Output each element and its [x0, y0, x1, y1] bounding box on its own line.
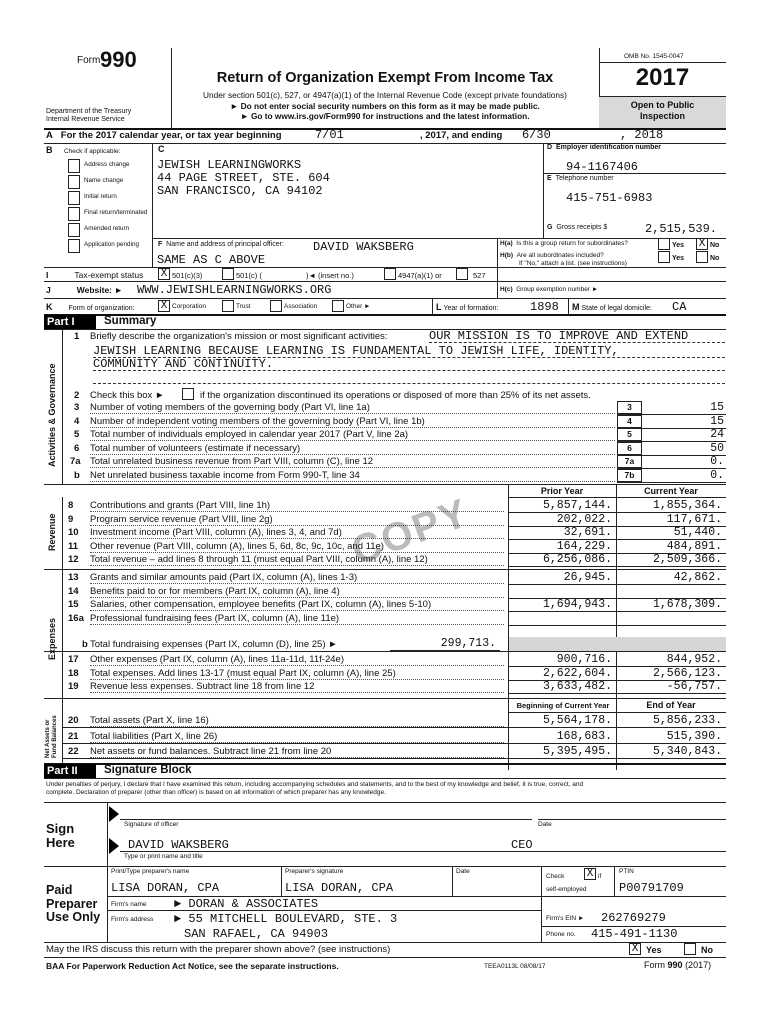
prep-name-label: Print/Type preparer's name [111, 868, 190, 875]
prior-year-value[interactable]: 202,022. [556, 512, 612, 526]
prior-year-value[interactable]: 5,564,178. [542, 714, 612, 727]
part1-label: Part I [44, 315, 96, 329]
ha-yes-checkbox[interactable] [658, 238, 670, 250]
type-name-label: Type or print name and title [124, 853, 203, 860]
section-hb: H(b) Are all subordinates included? [500, 252, 604, 259]
sig-officer-label: Signature of officer [124, 821, 179, 828]
gov-line-box: 5 [617, 428, 642, 441]
name-arrow [109, 838, 119, 854]
open-to-public: Open to Public Inspection [599, 96, 726, 128]
prior-year-value[interactable]: 5,395,495. [542, 745, 612, 758]
association-label: Association [284, 303, 318, 310]
part2-title: Signature Block [104, 764, 192, 776]
gov-line-box: 7a [617, 455, 642, 468]
current-year-value[interactable]: 117,671. [666, 512, 722, 526]
watermark: COPY [345, 490, 476, 574]
if-label: if [598, 873, 602, 880]
current-year-value[interactable]: 2,566,123. [652, 666, 722, 680]
firm-name-label: Firm's name [111, 901, 147, 908]
line-j: J Website: ► [46, 285, 123, 295]
status-501c3: 501(c)(3) [172, 271, 203, 280]
gross-receipts[interactable]: 2,515,539. [645, 222, 718, 236]
other-checkbox[interactable] [332, 300, 344, 312]
line-i: I Tax-exempt status [46, 270, 144, 280]
preparer-name[interactable]: LISA DORAN, CPA [111, 881, 220, 895]
line-num: 9 [68, 513, 74, 525]
prior-year-value[interactable]: 3,633,482. [542, 680, 612, 693]
line2-num: 2 [74, 390, 80, 401]
current-year-value[interactable]: 51,440. [673, 526, 722, 539]
trust-checkbox[interactable] [222, 300, 234, 312]
firm-ein-label: Firm's EIN ► [546, 915, 585, 922]
line-num: 14 [68, 585, 79, 597]
firm-address-label: Firm's address [111, 916, 154, 923]
line-text: Grants and similar amounts paid (Part IX, column (A), lines 1-3) [90, 572, 504, 584]
sidebar-net-assets: Net Assets or Fund Balances [45, 715, 58, 758]
form-title: Return of Organization Exempt From Income Tax [216, 70, 554, 86]
line-text: Total liabilities (Part X, line 26) [90, 731, 504, 743]
footer-form: Form 990 (2017) [644, 960, 712, 970]
line16b-num: b [82, 639, 88, 650]
ha-no-checkbox[interactable]: X [696, 238, 708, 250]
omb-number: OMB No. 1545-0047 [624, 53, 684, 60]
tax-year-begin[interactable]: 7/01 [315, 128, 344, 142]
line-l: L Year of formation: [436, 302, 499, 312]
prior-year-value[interactable]: 32,691. [563, 526, 612, 539]
line-text: Investment income (Part VIII, column (A), lines 3, 4, and 7d) [90, 527, 504, 539]
mission-line3[interactable]: COMMUNITY AND CONTINUITY. [93, 357, 274, 371]
line-num: 12 [68, 554, 79, 565]
corporation-checkbox[interactable]: X [158, 300, 170, 312]
b-item-label: Address change [84, 161, 130, 168]
discontinued-checkbox[interactable] [182, 388, 194, 400]
gov-line-text: Number of independent voting members of the governing body (Part VI, line 1b) [90, 416, 615, 428]
association-checkbox[interactable] [270, 300, 282, 312]
mission-line2[interactable]: JEWISH LEARNING BECAUSE LEARNING IS FUNDAMENTAL TO JEWISH LIFE, IDENTITY, [93, 344, 619, 358]
line-k: K Form of organization: [46, 302, 135, 312]
prior-year-value[interactable]: 168,683. [556, 729, 612, 743]
telephone[interactable]: 415-751-6983 [566, 191, 653, 205]
other-label: Other ► [346, 303, 371, 310]
b-checkbox-0[interactable] [68, 159, 80, 173]
status-501c-insert: )◄ (insert no.) [306, 271, 354, 280]
sidebar-governance: Activities & Governance [47, 363, 57, 467]
line-text: Salaries, other compensation, employee benefits (Part IX, column (A), lines 5-10) [90, 599, 504, 611]
section-f: F Name and address of principal officer: [158, 241, 284, 248]
paid-preparer: Paid Preparer Use Only [46, 883, 101, 924]
line-text: Total assets (Part X, line 16) [90, 715, 504, 727]
current-year-value[interactable]: 42,862. [673, 571, 722, 584]
section-g: G Gross receipts $ [547, 224, 608, 231]
line-m: M State of legal domicile: [572, 302, 652, 312]
section-b-title: Check if applicable: [64, 148, 121, 155]
section-e-label: E Telephone number [547, 175, 614, 182]
b-checkbox-5[interactable] [68, 239, 80, 253]
ptin[interactable]: P00791709 [619, 881, 684, 895]
gov-line-value[interactable]: 50 [710, 441, 724, 455]
line16b-text: Total fundraising expenses (Part IX, column (D), line 25) ► [90, 639, 338, 650]
officer-title[interactable]: CEO [511, 838, 533, 852]
section-c-label: C [158, 144, 165, 154]
current-year-value[interactable]: -56,757. [666, 680, 722, 693]
preparer-phone[interactable]: 415-491-1130 [591, 927, 678, 941]
form-code: TEEA0113L 08/08/17 [484, 963, 546, 970]
col-current-year: Current Year [644, 486, 698, 496]
b-checkbox-4[interactable] [68, 223, 80, 237]
current-year-value[interactable]: 484,891. [666, 539, 722, 553]
prior-year-value[interactable]: 900,716. [556, 653, 612, 666]
hb-no-checkbox[interactable] [696, 251, 708, 263]
gov-line-box: 4 [617, 415, 642, 428]
prior-year-value[interactable]: 6,256,086. [542, 553, 612, 566]
line-num: 13 [68, 572, 79, 583]
form-number: 990 [100, 47, 137, 72]
phone-label: Phone no. [546, 931, 576, 938]
principal-officer[interactable]: DAVID WAKSBERG [313, 240, 414, 254]
line-num: 21 [68, 730, 79, 742]
line2-rest: if the organization discontinued its operations or disposed of more than 25% of its net assets. [200, 390, 591, 401]
current-year-value[interactable]: 844,952. [666, 653, 722, 666]
tax-year-end-year: , 2018 [620, 128, 664, 142]
tax-year: 2017 [635, 64, 690, 91]
sidebar-expenses: Expenses [47, 617, 57, 660]
gov-line-num: 3 [74, 402, 80, 413]
current-year-value[interactable]: 5,340,843. [652, 745, 722, 758]
officer-address[interactable]: SAME AS C ABOVE [157, 253, 266, 267]
self-employed-checkbox[interactable]: X [584, 868, 596, 880]
status-527: 527 [473, 271, 486, 280]
fundraising-expenses[interactable]: 299,713. [440, 637, 496, 650]
b-item-label: Initial return [84, 193, 117, 200]
line2-text: Check this box ► [90, 390, 165, 401]
line-num: 8 [68, 500, 74, 511]
line-text: Program service revenue (Part VIII, line 2g) [90, 514, 504, 526]
line1-text: Briefly describe the organization's mission or most significant activities: [90, 331, 388, 342]
line1-num: 1 [74, 331, 80, 342]
sig-date-label: Date [538, 821, 552, 828]
gov-line-box: 3 [617, 401, 642, 414]
firm-ein[interactable]: 262769279 [601, 911, 666, 925]
line-text: Contributions and grants (Part VIII, line 1h) [90, 500, 504, 512]
line-text: Professional fundraising fees (Part IX, column (A), line 11e) [90, 613, 504, 625]
status-501c-checkbox[interactable] [222, 268, 234, 280]
current-year-value[interactable]: 1,855,364. [652, 499, 722, 512]
line-text: Benefits paid to or for members (Part IX, column (A), line 4) [90, 586, 504, 598]
self-employed-label: self-employed [546, 886, 587, 893]
discuss-yes-label: Yes [646, 945, 662, 955]
b-item-label: Final return/terminated [84, 209, 148, 216]
b-checkbox-2[interactable] [68, 191, 80, 205]
gov-line-num: 5 [74, 429, 80, 440]
gov-line-value[interactable]: 0. [710, 468, 724, 482]
gov-line-text: Total unrelated business revenue from Part VIII, column (C), line 12 [90, 456, 615, 468]
line-num: 10 [68, 527, 79, 538]
line-num: 15 [68, 599, 79, 610]
b-item-label: Application pending [84, 241, 139, 248]
gov-line-text: Number of voting members of the governing body (Part VI, line 1a) [90, 402, 615, 414]
sign-here: Sign Here [46, 821, 75, 850]
firm-name[interactable]: ► DORAN & ASSOCIATES [174, 897, 319, 911]
status-4947-checkbox[interactable] [384, 268, 396, 280]
ha-yes-label: Yes [672, 242, 685, 249]
section-ha: H(a) Is this a group return for subordinates? [500, 240, 628, 247]
discuss-question: May the IRS discuss this return with the preparer shown above? (see instructions) [46, 944, 391, 955]
gov-line-num: 4 [74, 415, 80, 427]
ptin-label: PTIN [619, 868, 634, 875]
line-text: Revenue less expenses. Subtract line 18 from line 12 [90, 681, 504, 693]
gov-line-text: Net unrelated business taxable income from Form 990-T, line 34 [90, 470, 615, 482]
website[interactable]: WWW.JEWISHLEARNINGWORKS.ORG [137, 283, 332, 297]
form-subtitle: Under section 501(c), 527, or 4947(a)(1) of the Internal Revenue Code (except private foundations) ► Do not enter social security numbers on this form as it may be made public. ► Go to www.irs.gov/Form990 for instructions and the latest information. [203, 90, 567, 121]
current-year-value[interactable]: 2,509,366. [652, 553, 722, 566]
gov-line-box: 6 [617, 442, 642, 455]
line-text: Other expenses (Part IX, column (A), lines 11a-11d, 11f-24e) [90, 654, 504, 666]
current-year-value[interactable]: 5,856,233. [652, 714, 722, 727]
year-formation[interactable]: 1898 [530, 300, 559, 314]
prior-year-value[interactable]: 1,694,943. [542, 598, 612, 611]
gov-line-text: Total number of individuals employed in calendar year 2017 (Part V, line 2a) [90, 429, 615, 441]
part2-label: Part II [44, 764, 96, 778]
current-year-value[interactable]: 1,678,309. [652, 598, 722, 611]
line-text: Other revenue (Part VIII, column (A), lines 5, 6d, 8c, 9c, 10c, and 11e) [90, 541, 504, 553]
status-501c3-checkbox[interactable]: X [158, 268, 170, 280]
section-b-label: B [46, 145, 53, 155]
prior-year-value[interactable]: 26,945. [563, 571, 612, 584]
discuss-yes-checkbox[interactable]: X [629, 943, 641, 955]
section-d-label: D Employer identification number [547, 144, 661, 151]
current-year-value[interactable]: 515,390. [666, 729, 722, 743]
line-text: Total expenses. Add lines 13-17 (must equal Part IX, column (A), line 25) [90, 668, 504, 680]
mission-line1[interactable]: OUR MISSION IS TO IMPROVE AND EXTEND [429, 329, 689, 343]
b-item-label: Name change [84, 177, 124, 184]
line-num: 20 [68, 715, 79, 726]
col-end-year: End of Year [646, 700, 696, 710]
hb-note: If "No," attach a list. (see instructions) [519, 260, 627, 267]
gov-line-value[interactable]: 15 [710, 414, 724, 428]
hb-no-label: No [710, 255, 720, 262]
corporation-label: Corporation [172, 303, 206, 310]
hb-yes-checkbox[interactable] [658, 251, 670, 263]
state-domicile[interactable]: CA [672, 300, 687, 314]
gov-line-value[interactable]: 15 [710, 401, 724, 414]
prior-year-value[interactable]: 2,622,604. [542, 666, 612, 680]
b-checkbox-3[interactable] [68, 207, 80, 221]
prior-year-value[interactable]: 164,229. [556, 539, 612, 553]
col-prior-year: Prior Year [540, 486, 584, 496]
line-a-mid: , 2017, and ending [420, 130, 503, 141]
officer-signature[interactable] [120, 806, 532, 819]
b-item-label: Amended return [84, 225, 130, 232]
department: Department of the Treasury Internal Revenue Service [46, 108, 132, 123]
gov-line-box: 7b [617, 469, 642, 482]
officer-name[interactable]: DAVID WAKSBERG [128, 838, 229, 852]
ha-no-label: No [710, 242, 720, 249]
b-checkbox-1[interactable] [68, 175, 80, 189]
line-num: 11 [68, 540, 79, 552]
baa-notice: BAA For Paperwork Reduction Act Notice, see the separate instructions. [46, 961, 339, 971]
gov-line-num: 6 [74, 442, 80, 454]
section-hc: H(c) Group exemption number ► [500, 286, 599, 293]
sidebar-revenue: Revenue [47, 513, 57, 551]
line-num: 22 [68, 746, 79, 757]
penalty-statement: Under penalties of perjury, I declare that I have examined this return, including accompanying schedules and statements, and to the best of my knowledge and belief, it is true, correct, and complete. Declaration of preparer (other than officer) is based on all information of which preparer has any knowledge. [46, 781, 584, 796]
gov-line-num: b [74, 469, 80, 481]
gov-line-value[interactable]: 0. [710, 455, 724, 468]
line-num: 18 [68, 667, 79, 679]
sign-arrow [109, 806, 119, 822]
line-text: Net assets or fund balances. Subtract line 21 from line 20 [90, 746, 504, 758]
preparer-signature[interactable]: LISA DORAN, CPA [285, 881, 394, 895]
part1-title: Summary [104, 315, 157, 327]
form-label: Form [77, 55, 101, 66]
discuss-no-label: No [701, 945, 713, 955]
status-527-checkbox[interactable] [456, 268, 468, 280]
ein[interactable]: 94-1167406 [566, 160, 639, 174]
line-num: 19 [68, 681, 79, 692]
trust-label: Trust [236, 303, 251, 310]
hb-yes-label: Yes [672, 255, 685, 262]
firm-address[interactable]: ► 55 MITCHELL BOULEVARD, STE. 3 SAN RAFAEL, CA 94903 [174, 912, 398, 941]
line-a: A For the 2017 calendar year, or tax year beginning [46, 130, 282, 141]
tax-year-end[interactable]: 6/30 [522, 128, 551, 142]
status-501c: 501(c) ( [236, 271, 262, 280]
line-num: 17 [68, 654, 79, 665]
gov-line-text: Total number of volunteers (estimate if necessary) [90, 443, 615, 455]
line-num: 16a [68, 612, 84, 624]
check-label: Check [546, 873, 565, 880]
gov-line-value[interactable]: 24 [710, 428, 724, 441]
line-text: Total revenue – add lines 8 through 11 (must equal Part VIII, column (A), line 12) [90, 554, 504, 566]
col-begin-year: Beginning of Current Year [516, 701, 610, 710]
status-4947: 4947(a)(1) or [398, 271, 442, 280]
org-name[interactable]: JEWISH LEARNINGWORKS 44 PAGE STREET, STE. 604 SAN FRANCISCO, CA 94102 [157, 158, 330, 198]
prep-sig-label: Preparer's signature [285, 868, 344, 875]
prior-year-value[interactable]: 5,857,144. [542, 499, 612, 512]
discuss-no-checkbox[interactable] [684, 943, 696, 955]
prep-date-label: Date [456, 868, 470, 875]
gov-line-num: 7a [70, 456, 81, 467]
